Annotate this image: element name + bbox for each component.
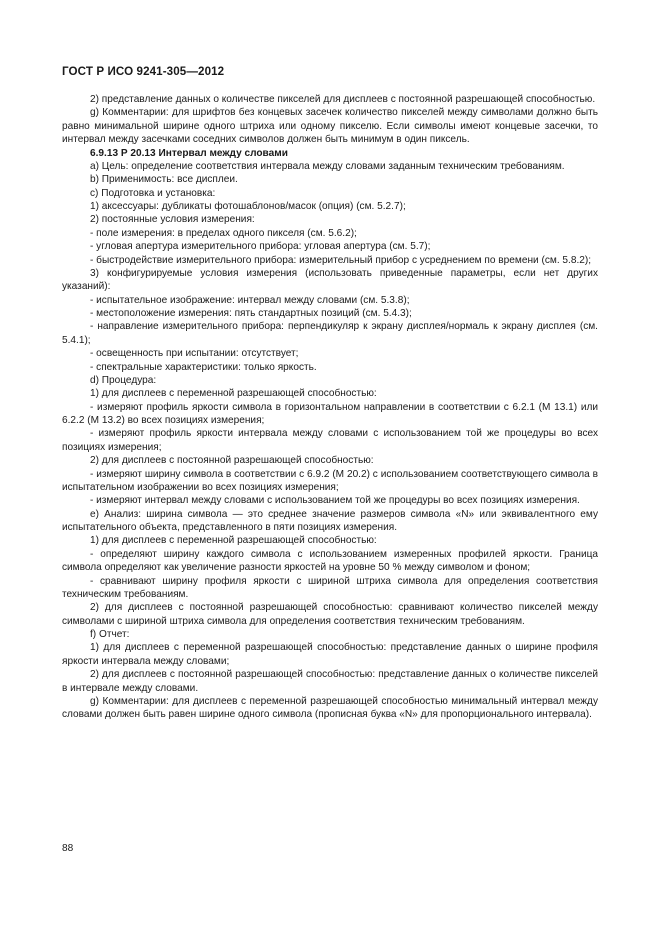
paragraph: е) Анализ: ширина символа — это среднее значение размеров символа «N» или эквивалентного ему испытательного объекта, представленного в пяти позициях измерения. (62, 508, 598, 533)
paragraph: 2) для дисплеев с постоянной разрешающей способностью: сравнивают количество пикселей между символами с шириной штриха символа для определения соответствия техническим требованиям. (62, 602, 598, 627)
paragraph: d) Процедура: (90, 374, 157, 386)
paragraph: - спектральные характеристики: только яркость. (90, 361, 317, 373)
paragraph: 3) конфигурируемые условия измерения (использовать приведенные параметры, если нет других указаний): (62, 267, 598, 293)
paragraph: - измеряют интервал между словами с использованием той же процедуры во всех позициях измерения. (90, 495, 580, 507)
paragraph: g) Комментарии: для шрифтов без концевых засечек количество пикселей между символами должно быть равно минимальной ширине одного штриха или одному пикселю. Если символы имеют концевые засечки, то интервал между засечками соседних символов должен быть минимум в один пиксель. (62, 107, 598, 146)
standard-header: ГОСТ Р ИСО 9241-305—2012 (62, 65, 225, 78)
paragraph: f) Отчет: (90, 629, 130, 640)
section-heading: 6.9.13 Р 20.13 Интервал между словами (90, 147, 288, 159)
paragraph: g) Комментарии: для дисплеев с переменной разрешающей способностью минимальный интервал между словами должен быть равен ширине одного символа (прописная буква «N» для пропорционального интервала). (62, 695, 598, 721)
paragraph: - испытательное изображение: интервал между словами (см. 5.3.8); (90, 294, 410, 306)
paragraph: 2) постоянные условия измерения: (90, 214, 255, 226)
paragraph: 1) для дисплеев с переменной разрешающей способностью: представление данных о ширине профиля яркости интервала между словами; (62, 642, 598, 667)
paragraph: - сравнивают ширину профиля яркости с шириной штриха символа для определения соответствия техническим требованиям. (62, 575, 598, 600)
paragraph: - измеряют ширину символа в соответствии с 6.9.2 (М 20.2) с использованием соответствующего символа в испытательном изображении во всех позициях измерения; (62, 468, 598, 493)
paragraph: - определяют ширину каждого символа с использованием измеренных профилей яркости. Граница символа определяют как увеличение разности яркостей на уровне 50 % между символом и фоном; (62, 548, 598, 574)
paragraph: 1) для дисплеев с переменной разрешающей способностью: (90, 388, 377, 400)
paragraph: 2) представление данных о количестве пикселей для дисплеев с постоянной разрешающей способностью. (90, 94, 596, 105)
page-number: 88 (62, 843, 74, 854)
paragraph: - местоположение измерения: пять стандартных позиций (см. 5.4.3); (90, 308, 412, 319)
paragraph: - направление измерительного прибора: перпендикуляр к экрану дисплея/нормаль к экрану дисплея (см. 5.4.1); (62, 321, 598, 346)
paragraph: 1) аксессуары: дубликаты фотошаблонов/масок (опция) (см. 5.2.7); (90, 201, 406, 212)
paragraph: - измеряют профиль яркости символа в горизонтальном направлении в соответствии с 6.2.1 (М 13.1) или 6.2.2 (М 13.2) во всех позициях измерения; (62, 401, 598, 426)
paragraph: - освещенность при испытании: отсутствует; (90, 348, 299, 360)
document-body (62, 93, 598, 722)
paragraph: 2) для дисплеев с постоянной разрешающей способностью: (90, 455, 374, 467)
paragraph: - измеряют профиль яркости интервала между словами с использованием той же процедуры во всех позициях измерения; (62, 428, 598, 453)
paragraph: 1) для дисплеев с переменной разрешающей способностью: (90, 535, 377, 547)
paragraph: - угловая апертура измерительного прибора: угловая апертура (см. 5.7); (90, 241, 431, 253)
paragraph: - быстродействие измерительного прибора: измерительный прибор с усреднением по времени (см. 5.8.2); (90, 254, 592, 266)
paragraph: - поле измерения: в пределах одного пикселя (см. 5.6.2); (90, 227, 357, 239)
paragraph: c) Подготовка и установка: (90, 187, 216, 199)
paragraph: b) Применимость: все дисплеи. (90, 174, 238, 186)
paragraph: 2) для дисплеев с постоянной разрешающей способностью: представление данных о количестве пикселей в интервале между словами. (62, 669, 598, 694)
paragraph: а) Цель: определение соответствия интервала между словами заданным техническим требованиям. (90, 160, 565, 172)
